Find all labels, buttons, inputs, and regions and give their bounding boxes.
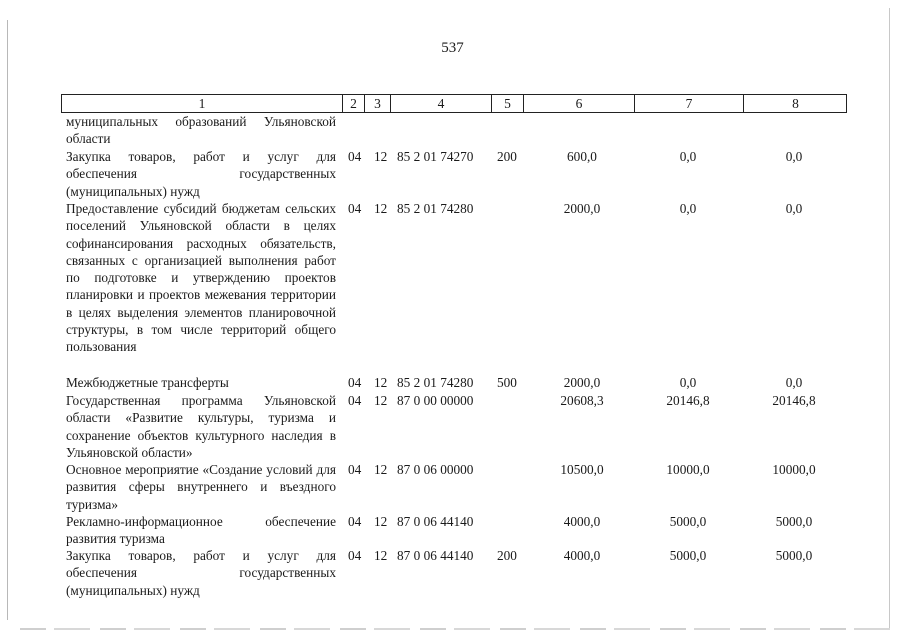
table-header (61, 94, 847, 113)
row-expense-type: 200 (497, 149, 517, 164)
row-expense-type: 500 (497, 375, 517, 390)
row-value-col8: 0,0 (785, 149, 803, 164)
row-description: Закупка товаров, работ и услуг для обеспечения государственных (муниципальных) нужд (66, 149, 336, 199)
header-col-8: 8 (743, 95, 847, 112)
row-description: Государственная программа Ульяновской области «Развитие культуры, туризма и сохранение объектов культурного наследия в Ульяновской области» (66, 393, 336, 460)
header-col-7: 7 (634, 95, 743, 112)
row-target-code: 85 2 01 74270 (397, 149, 474, 164)
header-col-3: 3 (364, 95, 390, 112)
row-value-col8: 5000,0 (775, 548, 813, 563)
scan-edge-left (7, 20, 8, 620)
header-col-1: 1 (198, 96, 206, 111)
row-subsection: 12 (374, 548, 388, 563)
row-section: 04 (348, 514, 362, 529)
row-target-code: 85 2 01 74280 (397, 201, 474, 216)
row-subsection: 12 (374, 462, 388, 477)
scan-edge-right (889, 8, 890, 628)
row-section: 04 (348, 548, 362, 563)
row-target-code: 87 0 06 44140 (397, 548, 474, 563)
header-col-5: 5 (491, 95, 523, 112)
row-value-col7: 0,0 (679, 149, 697, 164)
row-value-col7: 20146,8 (666, 393, 710, 408)
row-description: Закупка товаров, работ и услуг для обеспечения государственных (муниципальных) нужд (66, 548, 336, 598)
row-subsection: 12 (374, 375, 388, 390)
row-description: муниципальных образований Ульяновской области (66, 114, 336, 147)
row-subsection: 12 (374, 201, 388, 216)
row-value-col7: 0,0 (679, 201, 697, 216)
row-section: 04 (348, 393, 362, 408)
row-value-col7: 0,0 (679, 375, 697, 390)
row-value-col6: 4000,0 (563, 548, 601, 563)
row-value-col8: 0,0 (785, 375, 803, 390)
row-expense-type: 200 (497, 548, 517, 563)
row-section: 04 (348, 201, 362, 216)
row-value-col7: 5000,0 (669, 514, 707, 529)
row-description: Основное мероприятие «Создание условий для развития сферы внутреннего и въездного туризма» (66, 462, 336, 512)
row-description: Межбюджетные трансферты (66, 375, 229, 390)
row-target-code: 87 0 06 44140 (397, 514, 474, 529)
header-col-6: 6 (523, 95, 634, 112)
row-value-col8: 0,0 (785, 201, 803, 216)
row-target-code: 87 0 06 00000 (397, 462, 474, 477)
row-value-col6: 10500,0 (560, 462, 604, 477)
header-col-2: 2 (342, 95, 364, 112)
row-section: 04 (348, 149, 362, 164)
row-value-col7: 5000,0 (669, 548, 707, 563)
row-section: 04 (348, 462, 362, 477)
row-target-code: 85 2 01 74280 (397, 375, 474, 390)
row-subsection: 12 (374, 393, 388, 408)
row-value-col6: 2000,0 (563, 201, 601, 216)
row-description: Рекламно-информационное обеспечение развития туризма (66, 514, 336, 547)
page-number: 537 (441, 40, 464, 56)
row-value-col8: 10000,0 (772, 462, 816, 477)
row-value-col6: 600,0 (567, 149, 597, 164)
row-value-col6: 20608,3 (560, 393, 604, 408)
row-value-col7: 10000,0 (666, 462, 710, 477)
row-value-col8: 5000,0 (775, 514, 813, 529)
row-subsection: 12 (374, 149, 388, 164)
row-value-col6: 4000,0 (563, 514, 601, 529)
row-value-col6: 2000,0 (563, 375, 601, 390)
row-target-code: 87 0 00 00000 (397, 393, 474, 408)
row-subsection: 12 (374, 514, 388, 529)
row-section: 04 (348, 375, 362, 390)
scan-bottom-edge (20, 628, 890, 630)
row-value-col8: 20146,8 (772, 393, 816, 408)
header-col-4: 4 (390, 95, 491, 112)
row-description: Предоставление субсидий бюджетам сельских поселений Ульяновской области в целях софинансирования расходных обязательств, связанных с организацией выполнения работ по подготовке и утверждению проектов планировки и проектов межевания территории в целях выделения элементов планировочной структуры, в том числе территорий общего пользования (66, 201, 336, 355)
